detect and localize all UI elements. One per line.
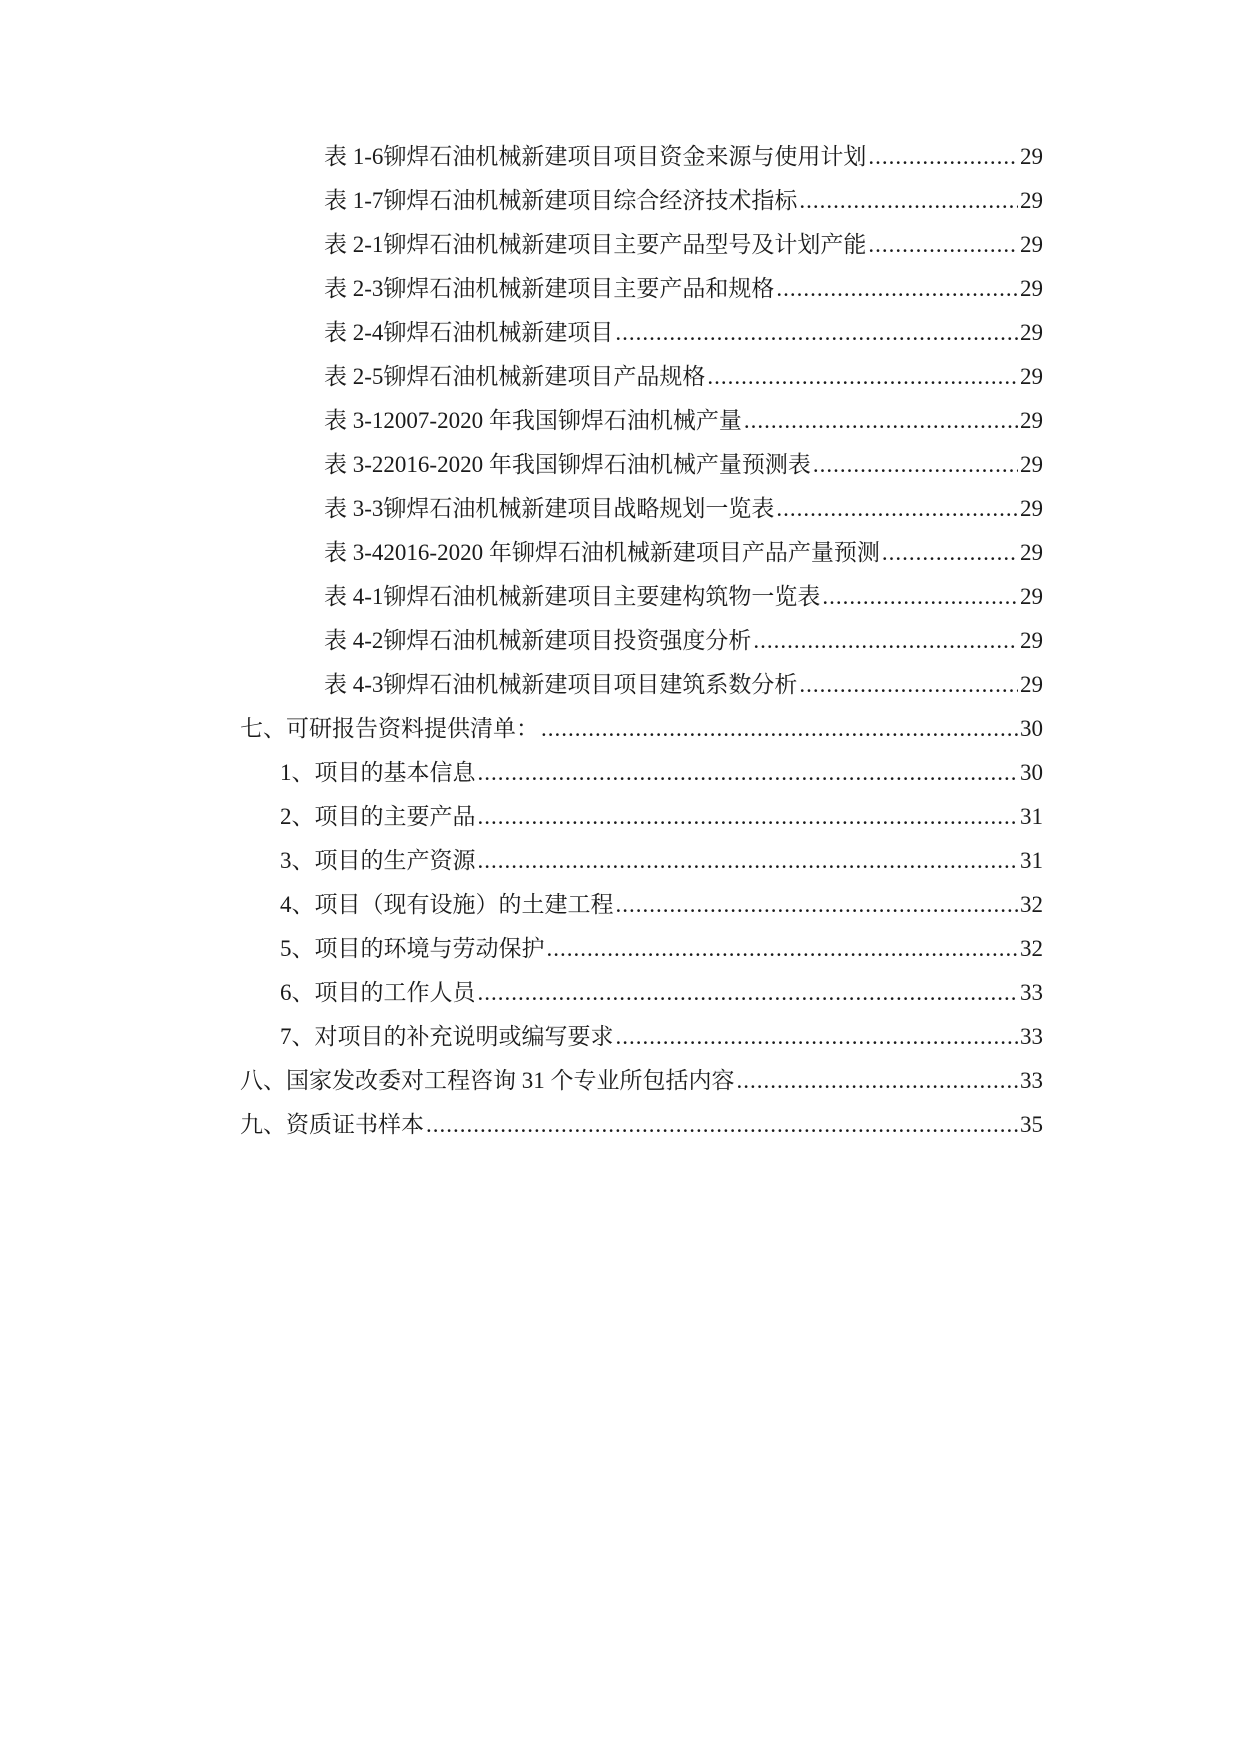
toc-page-number: 32	[1020, 892, 1043, 917]
toc-page-number: 33	[1020, 980, 1043, 1005]
toc-page-number: 29	[1020, 452, 1043, 477]
toc-entry-table-2-3[interactable]	[324, 274, 1043, 304]
toc-table-number: 表 3-3	[324, 496, 384, 521]
toc-page-number: 33	[1020, 1024, 1043, 1049]
toc-entry-chapter-8[interactable]	[240, 1066, 1043, 1096]
toc-entry-chapter-9[interactable]	[240, 1110, 1043, 1140]
toc-entry-section-2[interactable]	[280, 802, 1043, 832]
toc-entry-section-7[interactable]	[280, 1022, 1043, 1052]
toc-page-number: 29	[1020, 188, 1043, 213]
toc-entry-title: 铆焊石油机械新建项目产品规格	[383, 364, 706, 389]
toc-dot-leader	[737, 1066, 1019, 1096]
toc-entry-title: 铆焊石油机械新建项目主要产品型号及计划产能	[383, 232, 867, 257]
toc-entry-title: 铆焊石油机械新建项目项目资金来源与使用计划	[383, 144, 867, 169]
toc-table-number: 表 4-1	[324, 584, 384, 609]
toc-entry-table-3-4[interactable]	[324, 538, 1043, 568]
toc-entry-title: 7、对项目的补充说明或编写要求	[280, 1024, 614, 1049]
toc-entry-table-1-6[interactable]	[324, 142, 1043, 172]
toc-dot-leader	[822, 582, 1018, 612]
toc-entry-table-3-2[interactable]	[324, 450, 1043, 480]
toc-entry-title: 1、项目的基本信息	[280, 760, 476, 785]
toc-table-number: 表 4-2	[324, 628, 384, 653]
toc-entry-title: 铆焊石油机械新建项目战略规划一览表	[383, 496, 775, 521]
toc-entry-table-3-1[interactable]	[324, 406, 1043, 436]
toc-entry-title: 铆焊石油机械新建项目综合经济技术指标	[383, 188, 798, 213]
toc-entry-title: 2016-2020 年铆焊石油机械新建项目产品产量预测	[383, 540, 880, 565]
toc-table-number: 表 2-1	[324, 232, 384, 257]
toc-entry-title: 2016-2020 年我国铆焊石油机械产量预测表	[383, 452, 811, 477]
toc-dot-leader	[799, 186, 1018, 216]
toc-page-number: 29	[1020, 144, 1043, 169]
toc-entry-title: 3、项目的生产资源	[280, 848, 476, 873]
toc-page-number: 29	[1020, 496, 1043, 521]
toc-entry-table-4-2[interactable]	[324, 626, 1043, 656]
toc-entry-section-4[interactable]	[280, 890, 1043, 920]
toc-page-number: 35	[1020, 1112, 1043, 1137]
toc-table-number: 表 3-2	[324, 452, 384, 477]
toc-entry-table-3-3[interactable]	[324, 494, 1043, 524]
toc-dot-leader	[478, 758, 1019, 788]
toc-page-number: 33	[1020, 1068, 1043, 1093]
toc-entry-chapter-7[interactable]	[240, 714, 1043, 744]
toc-dot-leader	[882, 538, 1018, 568]
toc-dot-leader	[541, 714, 1018, 744]
toc-dot-leader	[744, 406, 1018, 436]
toc-entry-section-6[interactable]	[280, 978, 1043, 1008]
toc-entry-title: 八、国家发改委对工程咨询 31 个专业所包括内容	[240, 1068, 735, 1093]
toc-dot-leader	[813, 450, 1018, 480]
toc-entry-section-5[interactable]	[280, 934, 1043, 964]
toc-entry-table-2-5[interactable]	[324, 362, 1043, 392]
toc-dot-leader	[753, 626, 1018, 656]
toc-entry-title: 资质证书样本	[286, 1112, 424, 1137]
toc-page-number: 29	[1020, 364, 1043, 389]
toc-dot-leader	[615, 318, 1018, 348]
toc-table-number: 表 1-6	[324, 144, 384, 169]
toc-page-number: 29	[1020, 276, 1043, 301]
toc-dot-leader	[799, 670, 1018, 700]
toc-page-number: 29	[1020, 232, 1043, 257]
toc-dot-leader	[426, 1110, 1018, 1140]
toc-dot-leader	[868, 142, 1018, 172]
toc-dot-leader	[616, 890, 1019, 920]
toc-page-number: 30	[1020, 760, 1043, 785]
toc-entry-title: 铆焊石油机械新建项目主要建构筑物一览表	[383, 584, 821, 609]
toc-table-number: 表 3-4	[324, 540, 384, 565]
toc-entry-title: 铆焊石油机械新建项目项目建筑系数分析	[383, 672, 798, 697]
toc-dot-leader	[478, 802, 1019, 832]
toc-entry-title: 6、项目的工作人员	[280, 980, 476, 1005]
toc-chapter-number: 九、	[240, 1112, 286, 1137]
toc-entry-table-4-1[interactable]	[324, 582, 1043, 612]
toc-entry-table-1-7[interactable]	[324, 186, 1043, 216]
toc-dot-leader	[547, 934, 1019, 964]
toc-entry-section-3[interactable]	[280, 846, 1043, 876]
toc-entry-title: 2、项目的主要产品	[280, 804, 476, 829]
toc-page-number: 31	[1020, 804, 1043, 829]
toc-entry-title: 铆焊石油机械新建项目	[383, 320, 614, 345]
toc-entry-title: 铆焊石油机械新建项目主要产品和规格	[383, 276, 775, 301]
toc-table-number: 表 3-1	[324, 408, 384, 433]
toc-page-number: 29	[1020, 628, 1043, 653]
toc-table-number: 表 2-3	[324, 276, 384, 301]
toc-page-number: 29	[1020, 672, 1043, 697]
toc-entry-title: 铆焊石油机械新建项目投资强度分析	[383, 628, 752, 653]
toc-page-number: 29	[1020, 584, 1043, 609]
toc-entry-title: 4、项目（现有设施）的土建工程	[280, 892, 614, 917]
toc-entry-section-1[interactable]	[280, 758, 1043, 788]
toc-page-number: 29	[1020, 320, 1043, 345]
toc-entry-title: 七、可研报告资料提供清单：	[240, 716, 539, 741]
toc-dot-leader	[616, 1022, 1019, 1052]
toc-page-number: 29	[1020, 408, 1043, 433]
toc-page-number: 32	[1020, 936, 1043, 961]
toc-dot-leader	[707, 362, 1018, 392]
toc-table-number: 表 2-5	[324, 364, 384, 389]
toc-dot-leader	[868, 230, 1018, 260]
toc-table-number: 表 4-3	[324, 672, 384, 697]
toc-entry-title: 5、项目的环境与劳动保护	[280, 936, 545, 961]
toc-dot-leader	[478, 978, 1019, 1008]
toc-entry-table-4-3[interactable]	[324, 670, 1043, 700]
toc-dot-leader	[776, 274, 1018, 304]
toc-page-number: 29	[1020, 540, 1043, 565]
toc-table-number: 表 1-7	[324, 188, 384, 213]
toc-entry-title: 2007-2020 年我国铆焊石油机械产量	[383, 408, 742, 433]
toc-entry-table-2-1[interactable]	[324, 230, 1043, 260]
toc-dot-leader	[776, 494, 1018, 524]
toc-page-number: 30	[1020, 716, 1043, 741]
toc-dot-leader	[478, 846, 1019, 876]
toc-page-number: 31	[1020, 848, 1043, 873]
toc-table-number: 表 2-4	[324, 320, 384, 345]
toc-entry-table-2-4[interactable]	[324, 318, 1043, 348]
